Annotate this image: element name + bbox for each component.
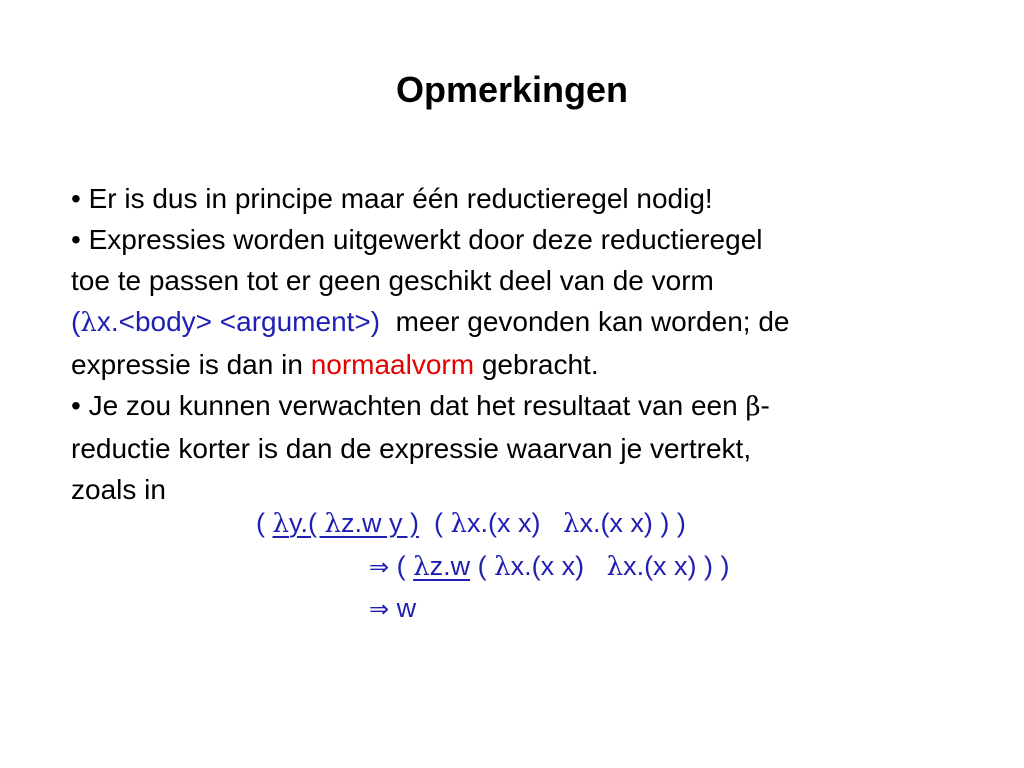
lambda-symbol: λ — [80, 308, 97, 338]
beta-symbol: β — [745, 392, 761, 422]
lambda-symbol: λ — [272, 509, 289, 539]
bullet-3-line-3: zoals in — [71, 474, 166, 505]
lambda-symbol: λ — [450, 509, 467, 539]
slide-title: Opmerkingen — [395, 69, 629, 110]
lambda-symbol: λ — [494, 552, 511, 582]
implies-arrow-icon: ⇒ — [369, 595, 390, 623]
reduction-expression-3: ⇒ w — [369, 593, 417, 623]
redex-underlined: λy.( λz.w y ) — [272, 508, 419, 539]
bullet-2-line-1: • Expressies worden uitgewerkt door deze reductieregel — [71, 224, 763, 255]
bullet-2-line-3: (λx.<body> <argument>) meer gevonden kan worden; de — [71, 306, 790, 338]
bullet-2-line-4: expressie is dan in normaalvorm gebracht. — [71, 349, 599, 380]
normaalvorm-highlight: normaalvorm — [310, 349, 475, 380]
lambda-symbol: λ — [413, 552, 430, 582]
reduction-expression-1: ( λy.( λz.w y ) ( λx.(x x) λx.(x x) ) ) — [256, 508, 686, 539]
bullet-list — [71, 178, 971, 510]
bullet-3-line-2: reductie korter is dan de expressie waarvan je vertrekt, — [71, 433, 752, 464]
lambda-form: (λx.<body> <argument>) — [71, 306, 381, 338]
lambda-symbol: λ — [562, 509, 580, 539]
implies-arrow-icon: ⇒ — [369, 553, 390, 581]
bullet-1: • Er is dus in principe maar één reductieregel nodig! — [71, 183, 713, 214]
bullet-3-line-1: • Je zou kunnen verwachten dat het resultaat van een β- — [71, 390, 770, 422]
bullet-2-line-2: toe te passen tot er geen geschikt deel van de vorm — [71, 265, 714, 296]
reduction-expression-2: ⇒ ( λz.w ( λx.(x x) λx.(x x) ) ) — [369, 551, 730, 582]
redex-underlined: λz.w — [413, 551, 471, 582]
lambda-symbol: λ — [324, 509, 341, 539]
lambda-symbol: λ — [606, 552, 624, 582]
